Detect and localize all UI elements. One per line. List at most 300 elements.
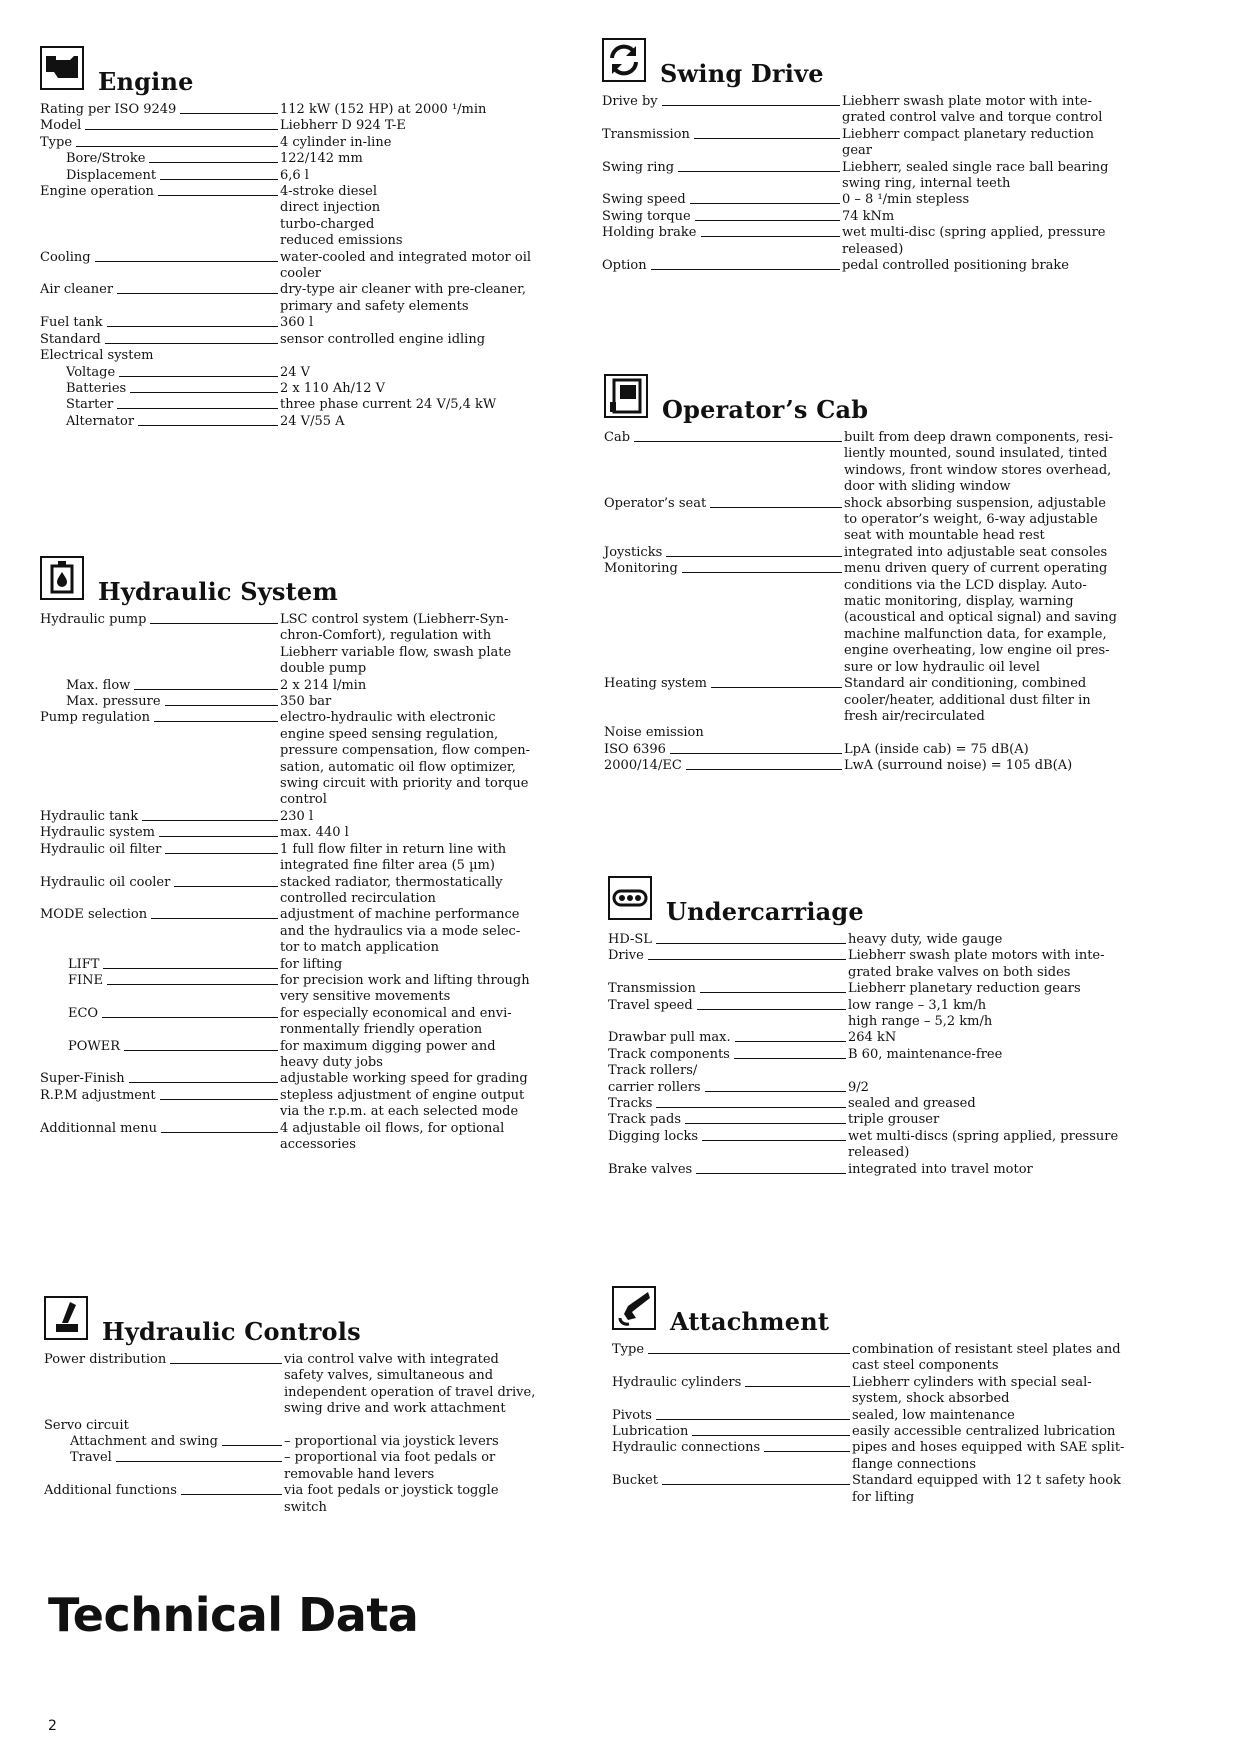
spec-value-line: 9/2: [848, 1079, 869, 1095]
spec-value: [842, 94, 1142, 127]
spec-row: [608, 1080, 1148, 1096]
spec-value-line: for precision work and lifting through: [280, 972, 530, 988]
section-title: Engine: [98, 67, 194, 96]
spec-value: [280, 282, 580, 315]
spec-value-line: seat with mountable head rest: [844, 528, 1045, 544]
spec-value: [280, 694, 580, 710]
spec-label: Voltage: [66, 364, 116, 380]
leader-line: [174, 886, 278, 887]
spec-label: carrier rollers: [608, 1079, 701, 1095]
spec-row: [40, 678, 580, 694]
spec-value: [842, 160, 1142, 193]
leader-line: [116, 1461, 282, 1462]
spec-label: Engine operation: [40, 184, 154, 200]
spec-value: [284, 1450, 584, 1483]
spec-label: Swing speed: [602, 192, 686, 208]
spec-value-line: via the r.p.m. at each selected mode: [280, 1104, 519, 1120]
spec-value-line: for especially economical and envi-: [280, 1005, 512, 1021]
leader-line: [651, 269, 840, 270]
spec-row: [604, 742, 1144, 758]
leader-line: [696, 1173, 846, 1174]
spec-value-line: wet multi-disc (spring applied, pressure: [842, 225, 1106, 241]
attachment-section-header: [612, 1286, 1152, 1340]
section-title: Hydraulic System: [98, 577, 338, 606]
spec-row: [612, 1408, 1152, 1424]
spec-value: [844, 676, 1144, 725]
spec-value-line: sensor controlled engine idling: [280, 331, 486, 347]
spec-row: [612, 1440, 1152, 1473]
spec-rows: [40, 102, 580, 430]
spec-value: [852, 1408, 1152, 1424]
spec-value-line: integrated into adjustable seat consoles: [844, 544, 1108, 560]
spec-value: [280, 414, 580, 430]
spec-value-line: 112 kW (152 HP) at 2000 ¹/min: [280, 102, 487, 117]
leader-line: [670, 753, 842, 754]
spec-row: [40, 875, 580, 908]
spec-value: [280, 612, 580, 678]
spec-row: [612, 1424, 1152, 1440]
spec-label: Track rollers/: [608, 1063, 698, 1079]
leader-line: [170, 1363, 282, 1364]
spec-value: [842, 209, 1142, 225]
spec-label: LIFT: [68, 956, 100, 972]
operators-cab-section-header: [604, 374, 1144, 428]
spec-value-line: Standard equipped with 12 t safety hook: [852, 1473, 1121, 1489]
spec-value-line: gear: [842, 143, 872, 159]
spec-value-line: 360 l: [280, 315, 314, 331]
spec-label: ISO 6396: [604, 741, 666, 757]
spec-row: [608, 1030, 1148, 1046]
leader-line: [138, 425, 278, 426]
spec-label: Digging locks: [608, 1128, 699, 1144]
spec-row: [612, 1375, 1152, 1408]
spec-label: Hydraulic tank: [40, 808, 139, 824]
spec-value: [284, 1352, 584, 1418]
spec-row: [44, 1418, 584, 1434]
leader-line: [697, 1009, 846, 1010]
hydraulic-system-section-header: [40, 556, 580, 610]
spec-row: [604, 725, 1144, 741]
spec-row: [40, 842, 580, 875]
spec-label: MODE selection: [40, 907, 148, 923]
spec-row: [602, 127, 1142, 160]
spec-label: Monitoring: [604, 561, 678, 577]
spec-label: Track components: [608, 1046, 730, 1062]
leader-line: [734, 1058, 846, 1059]
spec-value-line: turbo-charged: [280, 216, 375, 232]
spec-row: [44, 1352, 584, 1418]
spec-value: [280, 973, 580, 1006]
spec-value-line: tor to match application: [280, 940, 439, 956]
leader-line: [695, 220, 840, 221]
page-number: 2: [48, 1718, 57, 1734]
spec-label: Travel speed: [608, 997, 693, 1013]
spec-value-line: sure or low hydraulic oil level: [844, 659, 1040, 675]
spec-value-line: machine malfunction data, for example,: [844, 626, 1107, 642]
spec-value-line: released): [842, 241, 904, 257]
spec-value: [280, 678, 580, 694]
spec-value-line: switch: [284, 1499, 327, 1515]
spec-value: [848, 1063, 1148, 1079]
spec-row: [602, 209, 1142, 225]
hydraulic-system-section: [40, 556, 580, 1153]
spec-label: R.P.M adjustment: [40, 1087, 156, 1103]
spec-value-line: 4 adjustable oil flows, for optional: [280, 1120, 505, 1136]
leader-line: [85, 129, 278, 130]
spec-value-line: – proportional via foot pedals or: [284, 1450, 496, 1466]
section-title: Undercarriage: [666, 897, 864, 926]
leader-line: [107, 326, 278, 327]
spec-value-line: 122/142 mm: [280, 151, 363, 167]
spec-value-line: combination of resistant steel plates and: [852, 1342, 1121, 1357]
spec-row: [40, 825, 580, 841]
spec-rows: [44, 1352, 584, 1516]
spec-value-line: LpA (inside cab) = 75 dB(A): [844, 741, 1029, 757]
spec-value-line: heavy duty, wide gauge: [848, 932, 1003, 947]
spec-value: [280, 250, 580, 283]
spec-row: [608, 1129, 1148, 1162]
spec-value: [284, 1434, 584, 1450]
leader-line: [149, 162, 278, 163]
spec-value-line: 6,6 l: [280, 167, 309, 183]
leader-line: [124, 1050, 278, 1051]
spec-row: [40, 332, 580, 348]
leader-line: [685, 1123, 846, 1124]
spec-value-line: 350 bar: [280, 694, 332, 710]
engine-section: [40, 46, 580, 430]
spec-value-line: 1 full flow filter in return line with: [280, 841, 507, 857]
leader-line: [678, 171, 840, 172]
spec-row: [608, 932, 1148, 948]
spec-value: [848, 1047, 1148, 1063]
spec-row: [40, 1071, 580, 1087]
spec-value: [848, 1096, 1148, 1112]
leader-line: [690, 203, 840, 204]
leader-line: [648, 1353, 850, 1354]
spec-label: Swing ring: [602, 159, 675, 175]
spec-row: [40, 1121, 580, 1154]
operators-cab-section: [604, 374, 1144, 775]
spec-row: [40, 151, 580, 167]
spec-value-line: for lifting: [280, 956, 343, 972]
spec-value-line: – proportional via joystick levers: [284, 1434, 499, 1450]
spec-value-line: stacked radiator, thermostatically: [280, 874, 503, 890]
spec-label: Fuel tank: [40, 315, 103, 331]
swing-arrows-icon: [602, 38, 646, 82]
spec-value: [848, 998, 1148, 1031]
spec-value: [844, 725, 1144, 741]
leader-line: [159, 836, 278, 837]
spec-row: [40, 907, 580, 956]
spec-value: [280, 825, 580, 841]
spec-value-line: Liebherr D 924 T-E: [280, 118, 406, 134]
spec-value-line: Liebherr swash plate motors with inte-: [848, 948, 1105, 964]
spec-value: [280, 381, 580, 397]
leader-line: [656, 943, 846, 944]
spec-value-line: 2 x 214 l/min: [280, 677, 367, 693]
spec-row: [608, 1096, 1148, 1112]
leader-line: [692, 1435, 850, 1436]
spec-value-line: wet multi-discs (spring applied, pressure: [848, 1128, 1119, 1144]
spec-label: Hydraulic cylinders: [612, 1374, 742, 1390]
spec-row: [602, 160, 1142, 193]
spec-value: [844, 742, 1144, 758]
leader-line: [634, 441, 842, 442]
spec-value-line: sation, automatic oil flow optimizer,: [280, 759, 516, 775]
spec-value: [848, 1129, 1148, 1162]
spec-label: Tracks: [608, 1096, 653, 1112]
section-title: Attachment: [670, 1307, 830, 1336]
spec-row: [40, 1088, 580, 1121]
spec-value: [848, 1162, 1148, 1178]
spec-row: [40, 365, 580, 381]
spec-label: Hydraulic pump: [40, 612, 147, 627]
spec-value-line: swing ring, internal teeth: [842, 176, 1011, 192]
spec-value-line: built from deep drawn components, resi-: [844, 430, 1114, 445]
spec-value: [852, 1342, 1152, 1375]
spec-label: Hydraulic oil filter: [40, 841, 162, 857]
spec-value: [284, 1483, 584, 1516]
spec-label: Bucket: [612, 1473, 659, 1489]
spec-value-line: conditions via the LCD display. Auto-: [844, 577, 1087, 593]
spec-value: [848, 948, 1148, 981]
spec-label: Type: [612, 1342, 645, 1357]
leader-line: [710, 507, 842, 508]
spec-label: Transmission: [608, 981, 696, 997]
spec-value-line: 264 kN: [848, 1030, 897, 1046]
spec-row: [40, 414, 580, 430]
spec-value-line: primary and safety elements: [280, 298, 469, 314]
spec-label: Servo circuit: [44, 1417, 129, 1433]
section-title: Hydraulic Controls: [102, 1317, 361, 1346]
spec-value-line: 24 V/55 A: [280, 413, 345, 429]
spec-row: [40, 973, 580, 1006]
spec-label: FINE: [68, 972, 104, 988]
spec-row: [602, 192, 1142, 208]
hydraulic-controls-section: [44, 1296, 584, 1516]
spec-value: [848, 932, 1148, 948]
spec-row: [608, 1112, 1148, 1128]
spec-value-line: Liebherr compact planetary reduction: [842, 126, 1095, 142]
spec-value-line: for maximum digging power and: [280, 1038, 496, 1054]
spec-value-line: released): [848, 1145, 910, 1161]
spec-label: Holding brake: [602, 225, 697, 241]
leader-line: [700, 992, 846, 993]
spec-value-line: heavy duty jobs: [280, 1054, 383, 1070]
spec-value-line: swing drive and work attachment: [284, 1401, 506, 1417]
spec-value-line: swing circuit with priority and torque: [280, 776, 529, 792]
spec-row: [604, 545, 1144, 561]
leader-line: [745, 1386, 850, 1387]
spec-value-line: three phase current 24 V/5,4 kW: [280, 397, 497, 413]
spec-row: [40, 348, 580, 364]
spec-value-line: 230 l: [280, 808, 314, 824]
spec-value: [848, 1080, 1148, 1096]
spec-label: Drive by: [602, 94, 658, 109]
spec-row: [40, 315, 580, 331]
leader-line: [165, 853, 278, 854]
spec-row: [604, 758, 1144, 774]
spec-label: Swing torque: [602, 208, 691, 224]
leader-line: [662, 1484, 850, 1485]
spec-value-line: grated brake valves on both sides: [848, 964, 1071, 980]
spec-value: [280, 1071, 580, 1087]
spec-label: Additional functions: [44, 1483, 177, 1499]
spec-value-line: double pump: [280, 661, 367, 677]
spec-row: [44, 1434, 584, 1450]
spec-row: [40, 250, 580, 283]
leader-line: [103, 968, 278, 969]
spec-row: [40, 612, 580, 678]
spec-rows: [40, 612, 580, 1153]
spec-value: [852, 1473, 1152, 1506]
document-title: Technical Data: [48, 1588, 419, 1642]
spec-value: [842, 225, 1142, 258]
spec-row: [604, 676, 1144, 725]
leader-line: [117, 408, 278, 409]
spec-value: [280, 1088, 580, 1121]
spec-row: [608, 1047, 1148, 1063]
leader-line: [181, 1494, 282, 1495]
spec-label: Drive: [608, 948, 644, 964]
spec-label: Heating system: [604, 676, 707, 692]
spec-label: Type: [40, 134, 73, 150]
spec-value: [280, 397, 580, 413]
joystick-icon: [44, 1296, 88, 1340]
spec-label: Alternator: [66, 413, 135, 429]
spec-label: Track pads: [608, 1112, 681, 1128]
leader-line: [711, 687, 842, 688]
spec-value-line: menu driven query of current operating: [844, 561, 1108, 577]
leader-line: [686, 769, 842, 770]
undercarriage-section: [608, 876, 1148, 1178]
spec-value: [844, 758, 1144, 774]
spec-row: [40, 1039, 580, 1072]
leader-line: [95, 261, 278, 262]
spec-value-line: pressure compensation, flow compen-: [280, 743, 531, 759]
spec-rows: [608, 932, 1148, 1178]
spec-value-line: control: [280, 792, 327, 808]
spec-label: Drawbar pull max.: [608, 1030, 731, 1046]
leader-line: [656, 1107, 846, 1108]
spec-value: [280, 168, 580, 184]
spec-row: [40, 957, 580, 973]
spec-value-line: pedal controlled positioning brake: [842, 258, 1069, 274]
leader-line: [662, 105, 840, 106]
spec-value-line: 2 x 110 Ah/12 V: [280, 380, 386, 396]
leader-line: [694, 138, 840, 139]
spec-value-line: to operator’s weight, 6-way adjustable: [844, 512, 1098, 528]
track-icon: [608, 876, 652, 920]
spec-value: [852, 1424, 1152, 1440]
spec-row: [604, 430, 1144, 496]
spec-value-line: and the hydraulics via a mode selec-: [280, 923, 521, 939]
leader-line: [161, 1132, 278, 1133]
spec-value: [284, 1418, 584, 1434]
spec-value-line: 24 V: [280, 364, 311, 380]
spec-value-line: door with sliding window: [844, 479, 1011, 495]
spec-value-line: adjustment of machine performance: [280, 907, 520, 923]
oil-tank-icon: [40, 556, 84, 600]
spec-value: [280, 348, 580, 364]
spec-value: [844, 545, 1144, 561]
spec-value: [280, 957, 580, 973]
spec-label: Electrical system: [40, 348, 154, 364]
spec-value-line: Liebherr planetary reduction gears: [848, 981, 1081, 997]
spec-row: [40, 184, 580, 250]
spec-value-line: for lifting: [852, 1489, 915, 1505]
spec-value-line: independent operation of travel drive,: [284, 1384, 536, 1400]
spec-row: [612, 1342, 1152, 1375]
spec-label: Pump regulation: [40, 710, 150, 726]
spec-value: [848, 981, 1148, 997]
spec-rows: [604, 430, 1144, 775]
spec-value-line: water-cooled and integrated motor oil: [280, 249, 532, 265]
spec-label: Max. flow: [66, 677, 131, 693]
spec-label: HD-SL: [608, 932, 652, 947]
spec-value: [280, 875, 580, 908]
leader-line: [134, 689, 278, 690]
spec-value: [280, 184, 580, 250]
spec-value-line: via control valve with integrated: [284, 1352, 499, 1367]
spec-value-line: LSC control system (Liebherr-Syn-: [280, 612, 509, 627]
spec-value-line: controlled recirculation: [280, 890, 436, 906]
spec-label: Super-Finish: [40, 1071, 125, 1087]
spec-row: [40, 168, 580, 184]
spec-row: [40, 102, 580, 118]
spec-value-line: engine overheating, low engine oil pres-: [844, 643, 1110, 659]
spec-value: [852, 1375, 1152, 1408]
leader-line: [764, 1451, 850, 1452]
spec-value: [844, 430, 1144, 496]
spec-label: Lubrication: [612, 1424, 689, 1440]
spec-value-line: accessories: [280, 1137, 356, 1152]
leader-line: [682, 572, 842, 573]
leader-line: [142, 820, 278, 821]
spec-value-line: B 60, maintenance-free: [848, 1046, 1003, 1062]
spec-label: Additionnal menu: [40, 1120, 157, 1136]
spec-label: Power distribution: [44, 1352, 167, 1367]
leader-line: [701, 236, 840, 237]
spec-value-line: flange connections: [852, 1456, 977, 1472]
spec-row: [608, 981, 1148, 997]
leader-line: [154, 721, 278, 722]
leader-line: [105, 343, 278, 344]
undercarriage-section-header: [608, 876, 1148, 930]
leader-line: [160, 179, 278, 180]
spec-row: [40, 710, 580, 808]
spec-label: Cooling: [40, 249, 91, 265]
spec-row: [608, 948, 1148, 981]
spec-value-line: Liebherr, sealed single race ball bearing: [842, 159, 1109, 175]
spec-value-line: pipes and hoses equipped with SAE split-: [852, 1440, 1125, 1456]
spec-value-line: dry-type air cleaner with pre-cleaner,: [280, 282, 527, 298]
spec-value-line: cooler: [280, 266, 321, 282]
spec-value: [280, 1006, 580, 1039]
spec-value-line: (acoustical and optical signal) and saving: [844, 610, 1117, 626]
spec-value-line: ronmentally friendly operation: [280, 1022, 483, 1038]
spec-value-line: fresh air/recirculated: [844, 708, 985, 724]
spec-value: [280, 1039, 580, 1072]
engine-icon: [40, 46, 84, 90]
spec-value: [842, 192, 1142, 208]
spec-value-line: very sensitive movements: [280, 989, 451, 1005]
spec-value-line: cast steel components: [852, 1358, 999, 1374]
leader-line: [160, 1099, 278, 1100]
spec-row: [40, 1006, 580, 1039]
leader-line: [119, 376, 278, 377]
spec-value-line: grated control valve and torque control: [842, 110, 1103, 126]
